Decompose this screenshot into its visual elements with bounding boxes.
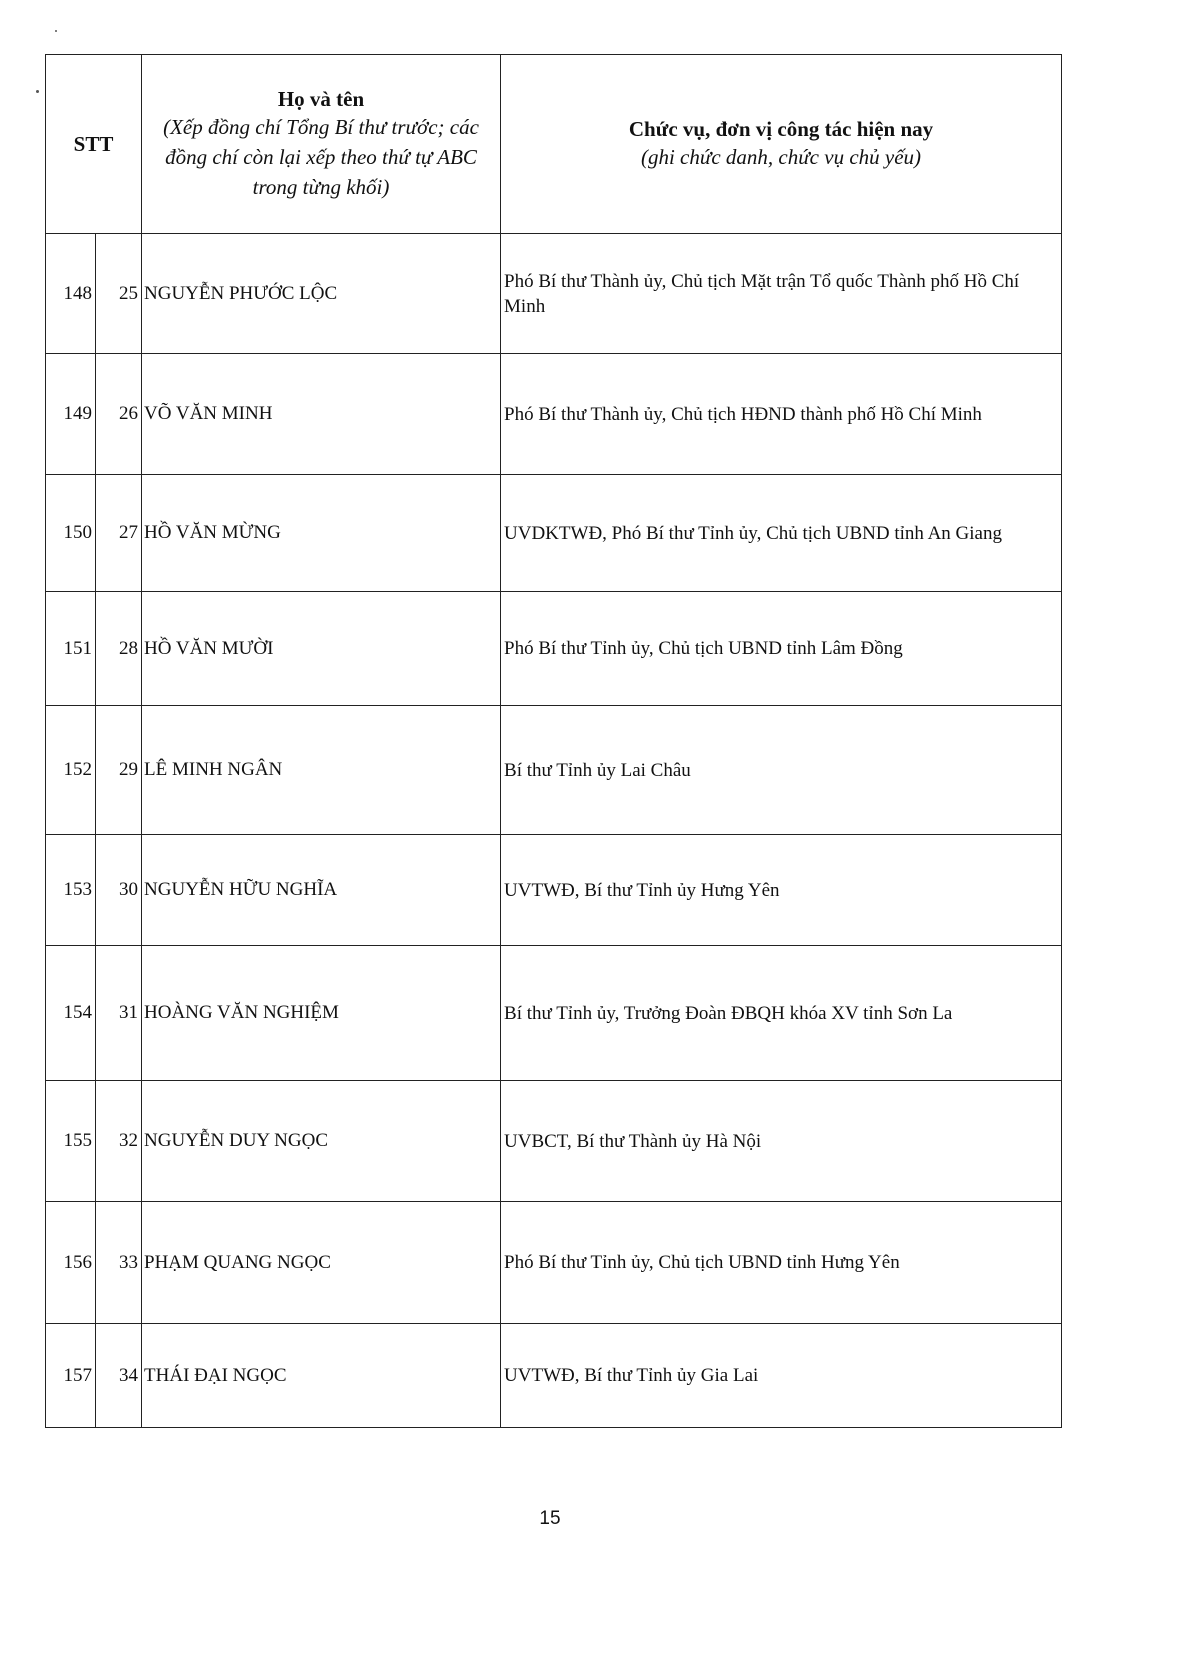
row-position: Bí thư Tỉnh ủy, Trưởng Đoàn ĐBQH khóa XV tỉnh Sơn La [501, 946, 1062, 1081]
row-stt: 156 [46, 1202, 96, 1324]
row-position: UVTWĐ, Bí thư Tỉnh ủy Gia Lai [501, 1324, 1062, 1428]
row-sub-number: 34 [96, 1324, 142, 1428]
row-name: NGUYỄN DUY NGỌC [142, 1081, 501, 1202]
row-position: UVTWĐ, Bí thư Tỉnh ủy Hưng Yên [501, 835, 1062, 946]
row-name: HỒ VĂN MƯỜI [142, 592, 501, 706]
table-row [46, 475, 1062, 592]
row-name: NGUYỄN HỮU NGHĨA [142, 835, 501, 946]
table-row [46, 1202, 1062, 1324]
row-sub-number: 31 [96, 946, 142, 1081]
row-position: Bí thư Tỉnh ủy Lai Châu [501, 706, 1062, 835]
row-sub-number: 27 [96, 475, 142, 592]
row-stt: 153 [46, 835, 96, 946]
row-name: NGUYỄN PHƯỚC LỘC [142, 234, 501, 354]
page-number: 15 [539, 1508, 561, 1529]
row-position: Phó Bí thư Tỉnh ủy, Chủ tịch UBND tỉnh Lâm Đồng [501, 592, 1062, 706]
header-name-title: Họ và tên [277, 86, 365, 111]
row-stt: 150 [46, 475, 96, 592]
table-header-row [46, 55, 1062, 234]
table-row [46, 234, 1062, 354]
row-position: UVDKTWĐ, Phó Bí thư Tỉnh ủy, Chủ tịch UBND tỉnh An Giang [501, 475, 1062, 592]
row-position: Phó Bí thư Thành ủy, Chủ tịch HĐND thành phố Hồ Chí Minh [501, 354, 1062, 475]
row-stt: 154 [46, 946, 96, 1081]
table-row [46, 706, 1062, 835]
table-row [46, 592, 1062, 706]
header-position-note: (ghi chức danh, chức vụ chủ yếu) [640, 144, 922, 169]
scan-speck [55, 30, 57, 32]
scan-speck [36, 90, 39, 93]
table-row [46, 1081, 1062, 1202]
row-sub-number: 28 [96, 592, 142, 706]
row-stt: 151 [46, 592, 96, 706]
header-position [501, 55, 1062, 234]
row-sub-number: 26 [96, 354, 142, 475]
row-name: HOÀNG VĂN NGHIỆM [142, 946, 501, 1081]
row-name: VÕ VĂN MINH [142, 354, 501, 475]
row-name: HỒ VĂN MỪNG [142, 475, 501, 592]
row-name: THÁI ĐẠI NGỌC [142, 1324, 501, 1428]
row-name: LÊ MINH NGÂN [142, 706, 501, 835]
row-sub-number: 29 [96, 706, 142, 835]
table-row [46, 1324, 1062, 1428]
row-sub-number: 32 [96, 1081, 142, 1202]
row-stt: 152 [46, 706, 96, 835]
row-position: UVBCT, Bí thư Thành ủy Hà Nội [501, 1081, 1062, 1202]
header-name-note: (Xếp đồng chí Tổng Bí thư trước; các đồng chí còn lại xếp theo thứ tự ABC trong từng khối) [163, 114, 479, 199]
row-stt: 155 [46, 1081, 96, 1202]
row-name: PHẠM QUANG NGỌC [142, 1202, 501, 1324]
header-stt [46, 55, 142, 234]
row-sub-number: 33 [96, 1202, 142, 1324]
row-position: Phó Bí thư Tỉnh ủy, Chủ tịch UBND tỉnh Hưng Yên [501, 1202, 1062, 1324]
delegate-table [45, 54, 1062, 1428]
header-position-title: Chức vụ, đơn vị công tác hiện nay [628, 116, 934, 141]
header-stt-label: STT [73, 131, 114, 156]
table-row [46, 354, 1062, 475]
row-stt: 149 [46, 354, 96, 475]
table-row [46, 946, 1062, 1081]
header-name [142, 55, 501, 234]
row-sub-number: 25 [96, 234, 142, 354]
row-position: Phó Bí thư Thành ủy, Chủ tịch Mặt trận Tổ quốc Thành phố Hồ Chí Minh [501, 234, 1062, 354]
table-row [46, 835, 1062, 946]
row-sub-number: 30 [96, 835, 142, 946]
row-stt: 148 [46, 234, 96, 354]
row-stt: 157 [46, 1324, 96, 1428]
